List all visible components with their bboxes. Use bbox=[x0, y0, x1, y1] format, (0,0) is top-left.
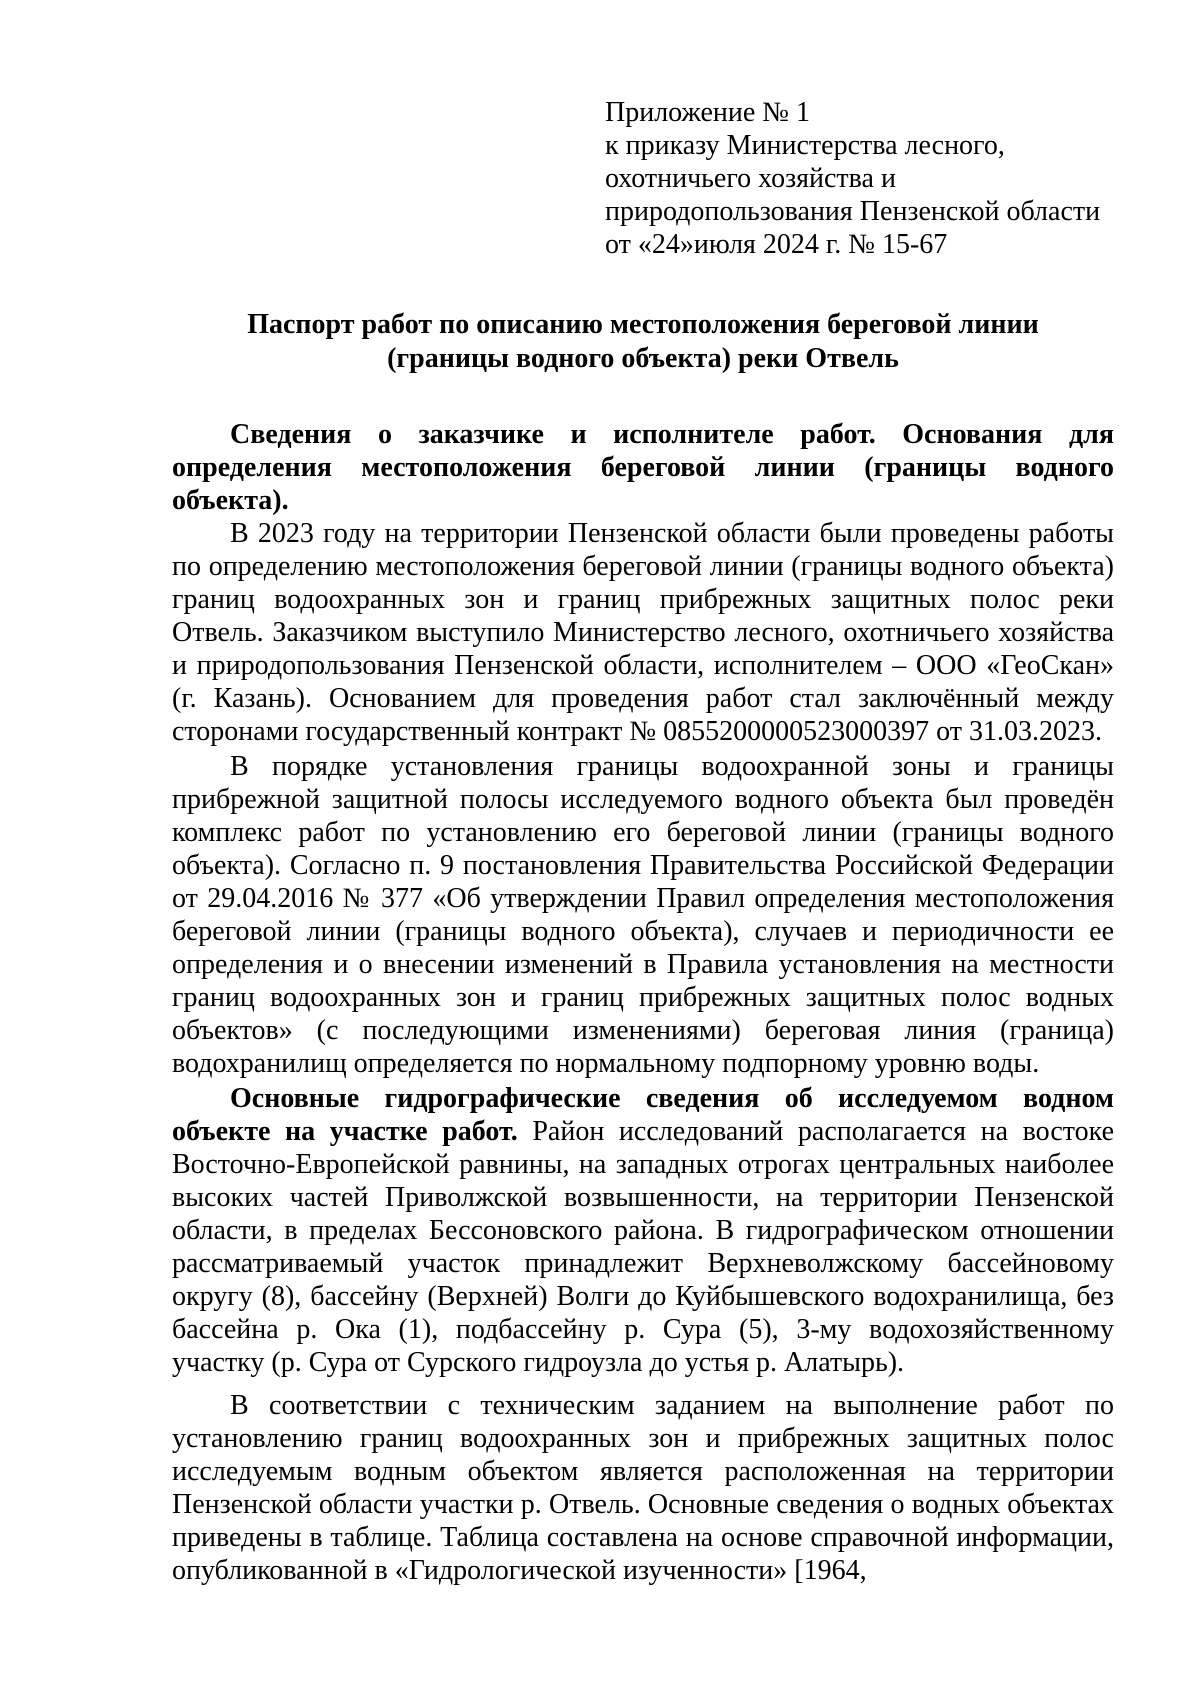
paragraph-hydrography bbox=[172, 1082, 1114, 1379]
appendix-line-5: от «24»июля 2024 г. № 15-67 bbox=[605, 229, 948, 260]
appendix-line-3: охотничьего хозяйства и bbox=[605, 163, 896, 194]
appendix-line-2: к приказу Министерства лесного, bbox=[605, 130, 1005, 161]
appendix-line-1: Приложение № 1 bbox=[605, 97, 810, 128]
appendix-line-4: природопользования Пензенской области bbox=[605, 196, 1101, 227]
paragraph-procedure: В порядке установления границы водоохранной зоны и границы прибрежной защитной полосы исследуемого водного объекта был проведён комплекс работ по установлению его береговой линии (границы водного объекта). Согласно п. 9 постановления Правительства Российской Федерации от 29.04.2016 № 377 «Об утверждении Правил определения местоположения береговой линии (границы водного объекта), случаев и периодичности ее определения и о внесении изменений в Правила установления на местности границ водоохранных зон и границ прибрежных защитных полос водных объектов» (с последующими изменениями) береговая линия (граница) водохранилищ определяется по нормальному подпорному уровню воды. bbox=[172, 751, 1114, 1079]
document-body bbox=[172, 418, 1114, 1587]
paragraph-hydrography-text: Район исследований располагается на востоке Восточно-Европейской равнины, на западных отрогах центральных наиболее высоких частей Приволжской возвышенности, на территории Пензенской области, в пределах Бессоновского района. В гидрографическом отношении рассматриваемый участок принадлежит Верхневолжскому бассейновому округу (8), бассейну (Верхней) Волги до Куйбышевского водохранилища, без бассейна р. Ока (1), подбассейну р. Сура (5), 3-му водохозяйственному участку (р. Сура от Сурского гидроузла до устья р. Алатырь). bbox=[172, 1116, 1115, 1378]
section-heading-customer bbox=[172, 418, 1114, 517]
paragraph-works-2023: В 2023 году на территории Пензенской области были проведены работы по определению местоположения береговой линии (границы водного объекта) границ водоохранных зон и границ прибрежных защитных полос реки Отвель. Заказчиком выступило Министерство лесного, охотничьего хозяйства и природопользования Пензенской области, исполнителем – ООО «ГеоСкан» (г. Казань). Основанием для проведения работ стал заключённый между сторонами государственный контракт № 0855200000523000397 от 31.03.2023. bbox=[172, 518, 1114, 747]
appendix-header bbox=[605, 96, 1165, 261]
paragraph-technical-task: В соответствии с техническим заданием на выполнение работ по установлению границ водоохранных зон и прибрежных защитных полос исследуемым водным объектом является расположенная на территории Пензенской области участки р. Отвель. Основные сведения о водных объектах приведены в таблице. Таблица составлена на основе справочной информации, опубликованной в «Гидрологической изученности» [1964, bbox=[172, 1390, 1114, 1586]
document-title bbox=[172, 308, 1114, 376]
title-line-2: (границы водного объекта) реки Отвель bbox=[387, 343, 899, 374]
section-heading-hydrography: Основные гидрографические сведения об исследуемом водном объекте на участке работ. bbox=[172, 1083, 1114, 1147]
title-line-1: Паспорт работ по описанию местоположения береговой линии bbox=[247, 309, 1039, 340]
section-heading-customer-text: Сведения о заказчике и исполнителе работ. Основания для определения местоположения береговой линии (границы водного объекта). bbox=[172, 419, 1114, 516]
